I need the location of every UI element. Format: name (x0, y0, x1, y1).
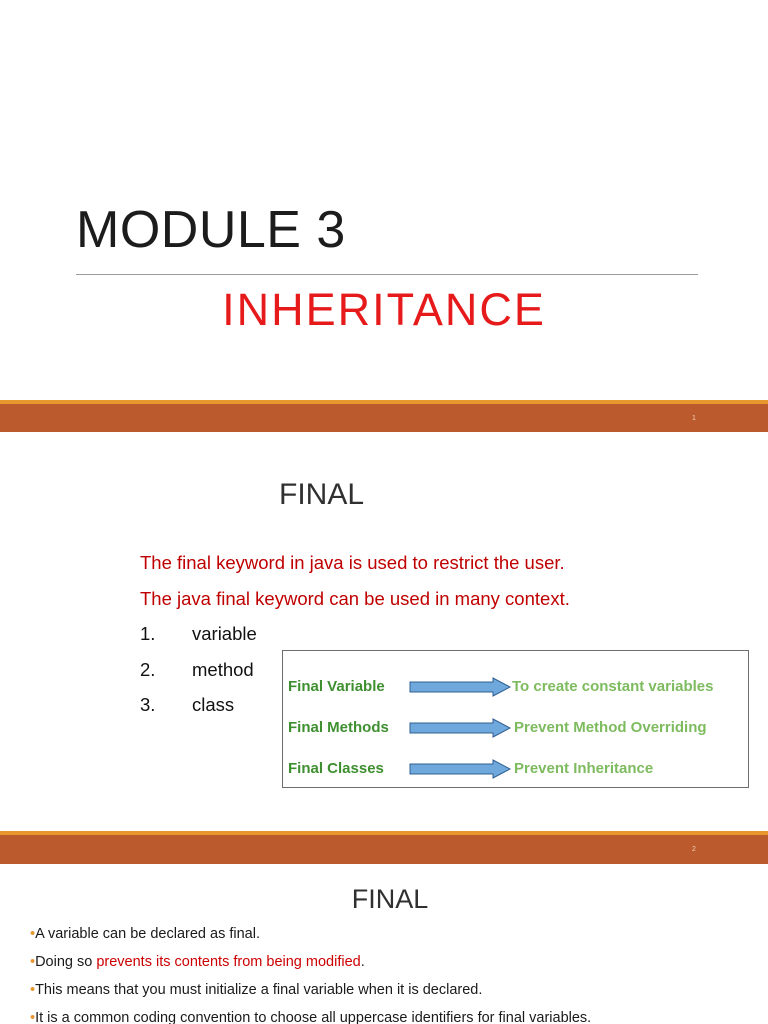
bullet-marker: • (30, 926, 36, 942)
module-title: MODULE 3 (76, 201, 346, 259)
definition-line: The final keyword in java is used to restrict the user. (140, 552, 565, 573)
figure-label: Final Classes (288, 760, 384, 777)
slide-3 (0, 864, 768, 1024)
bullet-item (30, 954, 365, 970)
figure-description: Prevent Inheritance (514, 760, 654, 777)
bullet-marker: • (30, 954, 36, 970)
bullet-highlight: prevents its contents from being modified (96, 954, 361, 970)
slide-1 (0, 0, 768, 400)
arrow-icon (409, 759, 513, 779)
list-number: 1. (140, 623, 156, 644)
bullet-item (30, 1010, 591, 1024)
module-subtitle: INHERITANCE (222, 284, 546, 335)
list-number: 2. (140, 658, 156, 680)
bullet-item (30, 982, 482, 998)
figure-label: Final Variable (288, 678, 385, 695)
slide-title: FINAL (279, 478, 365, 511)
bullet-text: Doing so (35, 954, 97, 970)
bullet-marker: • (30, 982, 36, 998)
figure-label: Final Methods (288, 719, 389, 736)
slide-title: FINAL (351, 884, 429, 914)
slide-2-footer-bar (0, 831, 768, 864)
list-number: 3. (140, 694, 156, 715)
slide-1-footer-bar (0, 400, 768, 432)
arrow-icon (409, 718, 513, 738)
slide-2 (0, 432, 768, 831)
figure-description: To create constant variables (512, 678, 714, 695)
figure-description: Prevent Method Overriding (514, 719, 707, 736)
bullet-text: This means that you must initialize a final variable when it is declared. (35, 982, 483, 998)
bullet-marker: • (30, 1010, 36, 1024)
bullet-item (30, 926, 260, 942)
figure-row (283, 676, 748, 698)
bullet-text: A variable can be declared as final. (35, 926, 260, 942)
definition-line: The java final keyword can be used in many context. (140, 588, 570, 609)
figure-row (283, 758, 748, 780)
slide-number: 2 (692, 846, 696, 853)
list-text: class (192, 694, 235, 715)
final-usage-figure (282, 650, 749, 788)
title-divider (76, 274, 698, 275)
list-text: variable (192, 623, 257, 644)
bullet-text: It is a common coding convention to choose all uppercase identifiers for final variables. (35, 1010, 592, 1024)
figure-row (283, 717, 748, 739)
slide-number: 1 (692, 415, 696, 422)
list-text: method (192, 658, 254, 680)
arrow-icon (409, 677, 513, 697)
bullet-text-end: . (360, 954, 365, 970)
